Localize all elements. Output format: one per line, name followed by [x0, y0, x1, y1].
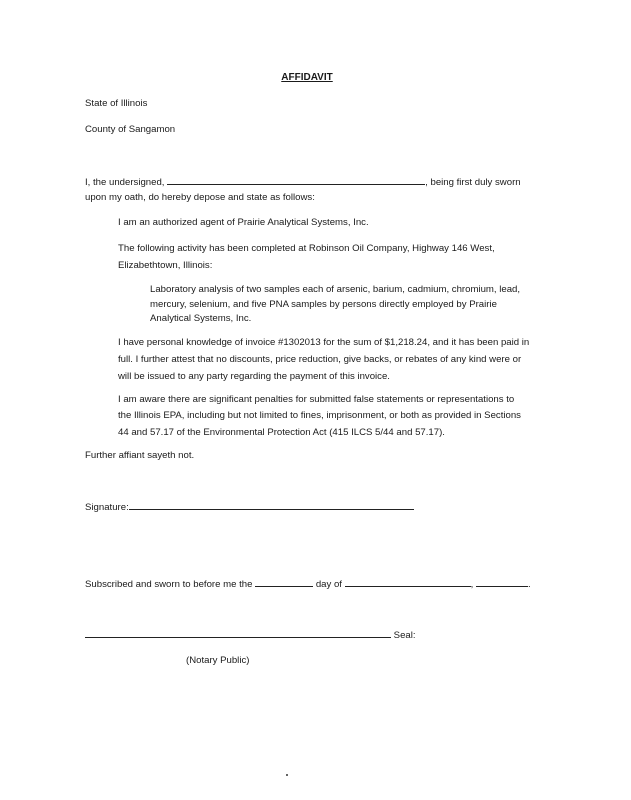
signature-label: Signature: [85, 502, 129, 513]
intro-line-2: upon my oath, do hereby depose and state as follows: [85, 192, 315, 203]
signature-row [85, 500, 414, 513]
analysis-line-2: mercury, selenium, and five PNA samples by persons directly employed by Prairie [150, 299, 497, 310]
sworn-month-field[interactable] [345, 577, 471, 587]
sworn-end: . [527, 579, 531, 590]
sworn-prefix: Subscribed and sworn to before me the [85, 579, 253, 590]
sworn-row [85, 577, 531, 590]
sworn-mid: day of [315, 579, 342, 590]
seal-label: Seal: [393, 630, 416, 641]
invoice-line-1: I have personal knowledge of invoice #1302013 for the sum of $1,218.24, and it has been paid in [118, 337, 530, 348]
invoice-line-2: full. I further attest that no discounts, price reduction, give backs, or rebates of any kind were or [118, 354, 522, 365]
paragraph-activity-line-2: Elizabethtown, Illinois: [118, 260, 213, 271]
analysis-line-1: Laboratory analysis of two samples each of arsenic, barium, cadmium, chromium, lead, [150, 284, 521, 295]
notary-row [85, 628, 416, 641]
scan-speck [286, 774, 288, 776]
penalties-line-3: 44 and 57.17 of the Environmental Protection Act (415 ILCS 5/44 and 57.17). [118, 427, 445, 438]
analysis-line-3: Analytical Systems, Inc. [150, 313, 252, 324]
intro-prefix: I, the undersigned, [85, 177, 165, 188]
signature-field[interactable] [129, 500, 414, 510]
penalties-line-1: I am aware there are significant penalties for submitted false statements or representations to [118, 394, 515, 405]
undersigned-name-field[interactable] [167, 175, 425, 185]
notary-public-label: (Notary Public) [186, 655, 250, 666]
intro-suffix: , being first duly sworn [425, 177, 521, 188]
sworn-day-field[interactable] [255, 577, 313, 587]
penalties-line-2: the Illinois EPA, including but not limited to fines, imprisonment, or both as provided in Sections [118, 410, 521, 421]
document-title: AFFIDAVIT [281, 72, 333, 83]
invoice-line-3: will be issued to any party regarding the payment of this invoice. [118, 371, 390, 382]
sworn-year-field[interactable] [476, 577, 528, 587]
intro-line [85, 175, 521, 188]
state-line: State of Illinois [85, 98, 148, 109]
further-affiant: Further affiant sayeth not. [85, 450, 195, 461]
county-line: County of Sangamon [85, 124, 176, 135]
paragraph-activity-line-1: The following activity has been completed at Robinson Oil Company, Highway 146 West, [118, 243, 495, 254]
sworn-comma: , [470, 579, 474, 590]
paragraph-authorized-agent: I am an authorized agent of Prairie Analytical Systems, Inc. [118, 217, 369, 228]
notary-signature-field[interactable] [85, 628, 391, 638]
